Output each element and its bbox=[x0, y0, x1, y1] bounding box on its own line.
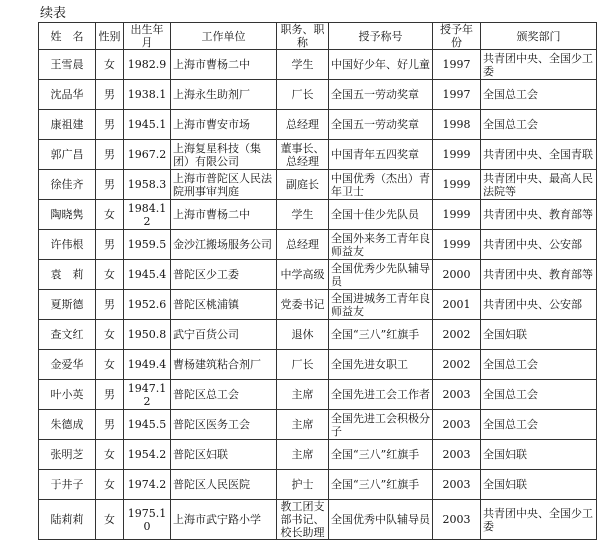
department-cell: 全国总工会 bbox=[481, 80, 597, 110]
year-cell: 1999 bbox=[433, 230, 481, 260]
year-cell: 2002 bbox=[433, 320, 481, 350]
year-cell: 1999 bbox=[433, 170, 481, 200]
position-cell: 退休 bbox=[277, 320, 329, 350]
birth-cell: 1938.1 bbox=[124, 80, 171, 110]
gender-cell: 女 bbox=[96, 350, 124, 380]
workplace-cell: 普陀区妇联 bbox=[171, 440, 277, 470]
position-cell: 主席 bbox=[277, 410, 329, 440]
name-cell: 郭广昌 bbox=[39, 140, 96, 170]
workplace-cell: 上海市武宁路小学 bbox=[171, 500, 277, 540]
department-cell: 共青团中央、教育部等 bbox=[481, 200, 597, 230]
table-row bbox=[39, 50, 597, 80]
name-cell: 陆莉莉 bbox=[39, 500, 96, 540]
birth-cell: 1967.2 bbox=[124, 140, 171, 170]
header-department: 颁奖部门 bbox=[481, 23, 597, 50]
department-cell: 全国总工会 bbox=[481, 410, 597, 440]
table-row bbox=[39, 80, 597, 110]
birth-cell: 1947.12 bbox=[124, 380, 171, 410]
name-cell: 于井子 bbox=[39, 470, 96, 500]
gender-cell: 女 bbox=[96, 260, 124, 290]
gender-cell: 男 bbox=[96, 380, 124, 410]
gender-cell: 男 bbox=[96, 410, 124, 440]
table-row bbox=[39, 380, 597, 410]
workplace-cell: 普陀区少工委 bbox=[171, 260, 277, 290]
table-row bbox=[39, 140, 597, 170]
name-cell: 张明芝 bbox=[39, 440, 96, 470]
year-cell: 2002 bbox=[433, 350, 481, 380]
position-cell: 党委书记 bbox=[277, 290, 329, 320]
header-birth: 出生年月 bbox=[124, 23, 171, 50]
workplace-cell: 曹杨建筑粘合剂厂 bbox=[171, 350, 277, 380]
birth-cell: 1945.5 bbox=[124, 410, 171, 440]
title-cell: 全国先进工会积极分子 bbox=[329, 410, 433, 440]
department-cell: 共青团中央、全国少工委 bbox=[481, 50, 597, 80]
workplace-cell: 普陀区桃浦镇 bbox=[171, 290, 277, 320]
table-row bbox=[39, 290, 597, 320]
table-row bbox=[39, 320, 597, 350]
name-cell: 沈品华 bbox=[39, 80, 96, 110]
gender-cell: 男 bbox=[96, 140, 124, 170]
birth-cell: 1958.3 bbox=[124, 170, 171, 200]
name-cell: 夏斯德 bbox=[39, 290, 96, 320]
department-cell: 全国总工会 bbox=[481, 110, 597, 140]
position-cell: 董事长、总经理 bbox=[277, 140, 329, 170]
year-cell: 2003 bbox=[433, 440, 481, 470]
table-row bbox=[39, 170, 597, 200]
gender-cell: 男 bbox=[96, 170, 124, 200]
gender-cell: 女 bbox=[96, 470, 124, 500]
department-cell: 共青团中央、公安部 bbox=[481, 230, 597, 260]
gender-cell: 女 bbox=[96, 320, 124, 350]
position-cell: 中学高级 bbox=[277, 260, 329, 290]
birth-cell: 1974.2 bbox=[124, 470, 171, 500]
department-cell: 共青团中央、教育部等 bbox=[481, 260, 597, 290]
department-cell: 全国总工会 bbox=[481, 380, 597, 410]
title-cell: 全国外来务工青年良师益友 bbox=[329, 230, 433, 260]
title-cell: 全国优秀中队辅导员 bbox=[329, 500, 433, 540]
year-cell: 1999 bbox=[433, 200, 481, 230]
name-cell: 王雪晨 bbox=[39, 50, 96, 80]
birth-cell: 1984.12 bbox=[124, 200, 171, 230]
position-cell: 总经理 bbox=[277, 110, 329, 140]
table-row bbox=[39, 110, 597, 140]
birth-cell: 1945.1 bbox=[124, 110, 171, 140]
department-cell: 全国总工会 bbox=[481, 350, 597, 380]
header-workplace: 工作单位 bbox=[171, 23, 277, 50]
gender-cell: 女 bbox=[96, 440, 124, 470]
table-row bbox=[39, 410, 597, 440]
birth-cell: 1952.6 bbox=[124, 290, 171, 320]
gender-cell: 男 bbox=[96, 110, 124, 140]
birth-cell: 1982.9 bbox=[124, 50, 171, 80]
name-cell: 陶晓隽 bbox=[39, 200, 96, 230]
department-cell: 全国妇联 bbox=[481, 470, 597, 500]
workplace-cell: 上海永生助剂厂 bbox=[171, 80, 277, 110]
workplace-cell: 普陀区总工会 bbox=[171, 380, 277, 410]
birth-cell: 1949.4 bbox=[124, 350, 171, 380]
title-cell: 中国优秀（杰出）青年卫士 bbox=[329, 170, 433, 200]
name-cell: 叶小英 bbox=[39, 380, 96, 410]
birth-cell: 1954.2 bbox=[124, 440, 171, 470]
title-cell: 全国十佳少先队员 bbox=[329, 200, 433, 230]
birth-cell: 1959.5 bbox=[124, 230, 171, 260]
workplace-cell: 上海市曹杨二中 bbox=[171, 50, 277, 80]
name-cell: 许伟根 bbox=[39, 230, 96, 260]
year-cell: 2003 bbox=[433, 410, 481, 440]
gender-cell: 女 bbox=[96, 200, 124, 230]
header-year: 授予年份 bbox=[433, 23, 481, 50]
workplace-cell: 上海市普陀区人民法院刑事审判庭 bbox=[171, 170, 277, 200]
position-cell: 主席 bbox=[277, 440, 329, 470]
title-cell: 中国好少年、好儿童 bbox=[329, 50, 433, 80]
table-row bbox=[39, 500, 597, 540]
name-cell: 袁 莉 bbox=[39, 260, 96, 290]
workplace-cell: 普陀区医务工会 bbox=[171, 410, 277, 440]
department-cell: 共青团中央、公安部 bbox=[481, 290, 597, 320]
year-cell: 2003 bbox=[433, 470, 481, 500]
header-position: 职务、职称 bbox=[277, 23, 329, 50]
birth-cell: 1945.4 bbox=[124, 260, 171, 290]
table-body bbox=[39, 50, 597, 540]
workplace-cell: 上海复星科技（集团）有限公司 bbox=[171, 140, 277, 170]
workplace-cell: 上海市曹安市场 bbox=[171, 110, 277, 140]
name-cell: 查文红 bbox=[39, 320, 96, 350]
name-cell: 金爱华 bbox=[39, 350, 96, 380]
position-cell: 主席 bbox=[277, 380, 329, 410]
department-cell: 全国妇联 bbox=[481, 440, 597, 470]
table-row bbox=[39, 200, 597, 230]
workplace-cell: 武宁百货公司 bbox=[171, 320, 277, 350]
year-cell: 2003 bbox=[433, 500, 481, 540]
birth-cell: 1975.10 bbox=[124, 500, 171, 540]
title-cell: 全国进城务工青年良师益友 bbox=[329, 290, 433, 320]
position-cell: 厂长 bbox=[277, 80, 329, 110]
position-cell: 护士 bbox=[277, 470, 329, 500]
table-row bbox=[39, 350, 597, 380]
title-cell: 全国五一劳动奖章 bbox=[329, 110, 433, 140]
title-cell: 全国“三八”红旗手 bbox=[329, 470, 433, 500]
position-cell: 总经理 bbox=[277, 230, 329, 260]
year-cell: 1997 bbox=[433, 50, 481, 80]
header-gender: 性别 bbox=[96, 23, 124, 50]
name-cell: 徐佳齐 bbox=[39, 170, 96, 200]
department-cell: 共青团中央、全国青联 bbox=[481, 140, 597, 170]
header-row bbox=[39, 23, 597, 50]
department-cell: 全国妇联 bbox=[481, 320, 597, 350]
gender-cell: 男 bbox=[96, 230, 124, 260]
table-caption: 续表 bbox=[40, 6, 67, 21]
title-cell: 全国优秀少先队辅导员 bbox=[329, 260, 433, 290]
title-cell: 全国五一劳动奖章 bbox=[329, 80, 433, 110]
table-row bbox=[39, 440, 597, 470]
table-row bbox=[39, 470, 597, 500]
gender-cell: 男 bbox=[96, 80, 124, 110]
name-cell: 康祖建 bbox=[39, 110, 96, 140]
title-cell: 全国“三八”红旗手 bbox=[329, 440, 433, 470]
workplace-cell: 普陀区人民医院 bbox=[171, 470, 277, 500]
gender-cell: 男 bbox=[96, 290, 124, 320]
title-cell: 全国先进女职工 bbox=[329, 350, 433, 380]
title-cell: 全国“三八”红旗手 bbox=[329, 320, 433, 350]
department-cell: 共青团中央、最高人民法院等 bbox=[481, 170, 597, 200]
birth-cell: 1950.8 bbox=[124, 320, 171, 350]
header-name: 姓 名 bbox=[39, 23, 96, 50]
gender-cell: 女 bbox=[96, 500, 124, 540]
position-cell: 教工团支部书记、校长助理 bbox=[277, 500, 329, 540]
department-cell: 共青团中央、全国少工委 bbox=[481, 500, 597, 540]
year-cell: 1997 bbox=[433, 80, 481, 110]
year-cell: 2001 bbox=[433, 290, 481, 320]
workplace-cell: 金沙江搬场服务公司 bbox=[171, 230, 277, 260]
title-cell: 全国先进工会工作者 bbox=[329, 380, 433, 410]
name-cell: 朱德成 bbox=[39, 410, 96, 440]
year-cell: 2000 bbox=[433, 260, 481, 290]
year-cell: 1998 bbox=[433, 110, 481, 140]
year-cell: 2003 bbox=[433, 380, 481, 410]
table-row bbox=[39, 260, 597, 290]
position-cell: 副庭长 bbox=[277, 170, 329, 200]
table-row bbox=[39, 230, 597, 260]
gender-cell: 女 bbox=[96, 50, 124, 80]
header-title: 授予称号 bbox=[329, 23, 433, 50]
workplace-cell: 上海市曹杨二中 bbox=[171, 200, 277, 230]
year-cell: 1999 bbox=[433, 140, 481, 170]
title-cell: 中国青年五四奖章 bbox=[329, 140, 433, 170]
position-cell: 厂长 bbox=[277, 350, 329, 380]
position-cell: 学生 bbox=[277, 200, 329, 230]
award-table bbox=[38, 22, 597, 540]
position-cell: 学生 bbox=[277, 50, 329, 80]
